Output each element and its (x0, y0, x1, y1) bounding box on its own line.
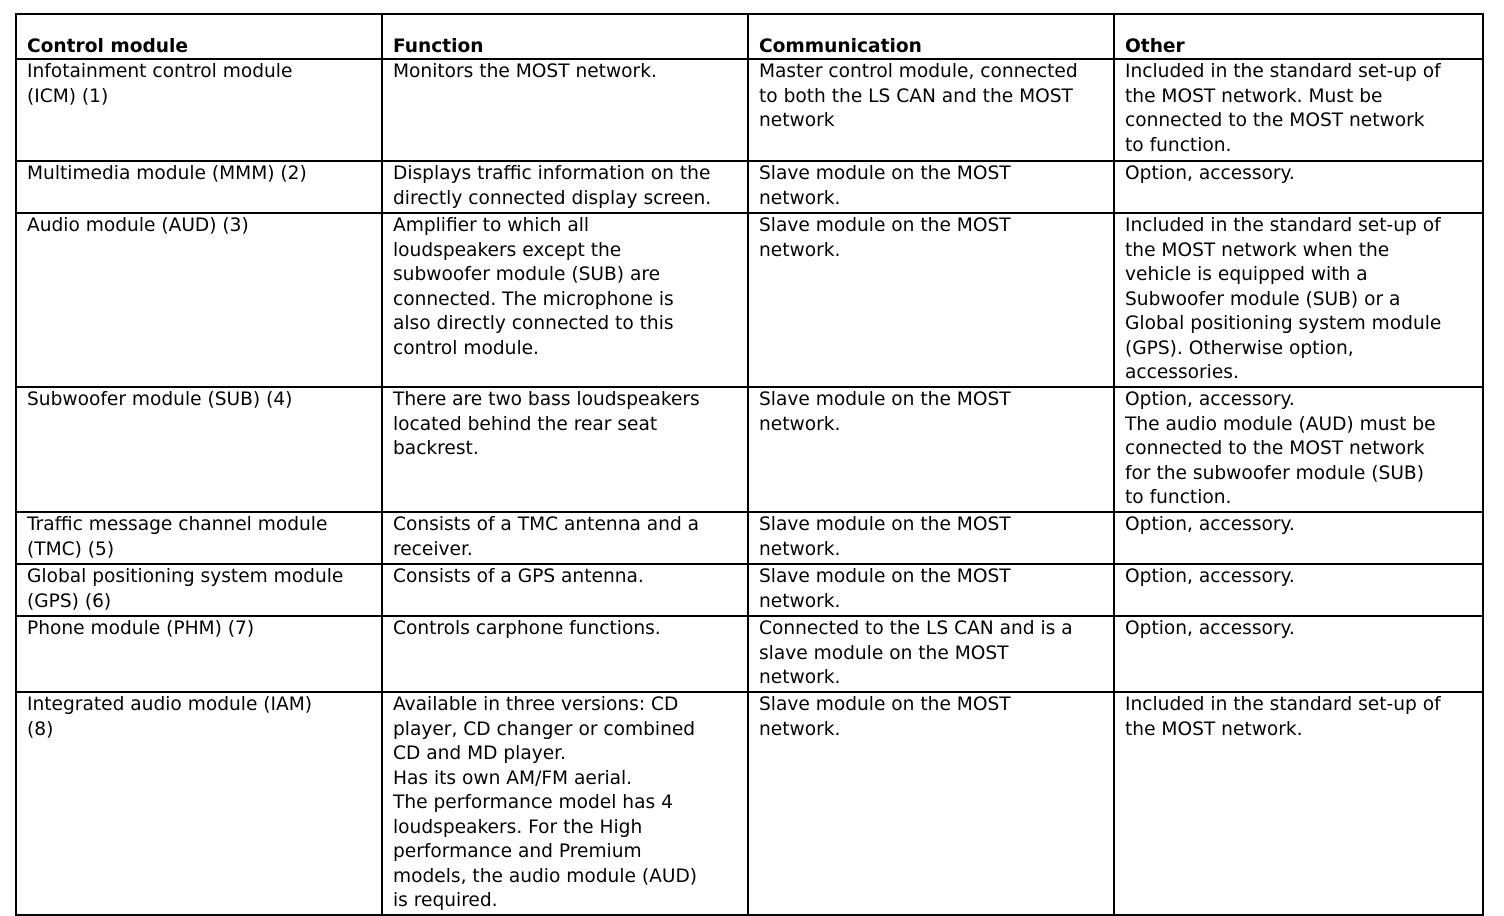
cell-line: Global positioning system module (1125, 313, 1442, 334)
cell-communication (748, 387, 1114, 512)
table-row (16, 161, 1483, 213)
cell-line: Master control module, connected (759, 61, 1078, 82)
cell-line: Has its own AM/FM aerial. (393, 767, 633, 789)
cell-control-module (16, 616, 382, 692)
cell-line: connected to the MOST network (1125, 438, 1425, 459)
cell-other (1114, 59, 1483, 161)
cell-function (382, 564, 748, 616)
cell-line: Option, accessory. (1125, 566, 1295, 587)
cell-line: Controls carphone functions. (393, 618, 661, 639)
cell-other (1114, 213, 1483, 387)
cell-line: Integrated audio module (IAM) (27, 694, 313, 715)
cell-line: Displays traffic information on the (393, 163, 711, 184)
cell-line: network. (759, 538, 841, 560)
table-row (16, 692, 1483, 915)
cell-other (1114, 161, 1483, 213)
cell-line: subwoofer module (SUB) are (393, 264, 661, 285)
cell-line: Slave module on the MOST (759, 514, 1011, 535)
cell-line: (8) (27, 718, 54, 740)
cell-line: The audio module (AUD) must be (1125, 413, 1436, 435)
cell-line: located behind the rear seat (393, 413, 658, 435)
header-communication: Communication (748, 14, 1114, 59)
cell-line: models, the audio module (AUD) (393, 865, 698, 887)
table-row (16, 387, 1483, 512)
cell-line: also directly connected to this (393, 313, 674, 334)
cell-line: Available in three versions: CD (393, 694, 679, 715)
cell-line: directly connected display screen. (393, 187, 712, 209)
cell-line: receiver. (393, 538, 473, 560)
cell-line: connected to the MOST network (1125, 110, 1425, 131)
cell-function (382, 161, 748, 213)
cell-function (382, 387, 748, 512)
cell-other (1114, 387, 1483, 512)
cell-communication (748, 213, 1114, 387)
cell-line: Option, accessory. (1125, 163, 1295, 184)
cell-line: Consists of a TMC antenna and a (393, 514, 700, 535)
cell-function (382, 692, 748, 915)
cell-line: accessories. (1125, 362, 1239, 383)
cell-line: network. (759, 718, 841, 740)
cell-communication (748, 692, 1114, 915)
cell-line: (GPS) (6) (27, 590, 112, 612)
cell-line: Option, accessory. (1125, 514, 1295, 535)
cell-line: Connected to the LS CAN and is a (759, 618, 1073, 639)
cell-function (382, 59, 748, 161)
cell-communication (748, 161, 1114, 213)
table-row (16, 616, 1483, 692)
cell-control-module (16, 692, 382, 915)
cell-line: Slave module on the MOST (759, 215, 1011, 236)
cell-line: Global positioning system module (27, 566, 344, 587)
cell-function (382, 616, 748, 692)
cell-line: for the subwoofer module (SUB) (1125, 462, 1424, 484)
cell-line: Amplifier to which all (393, 215, 590, 236)
cell-line: Slave module on the MOST (759, 566, 1011, 587)
cell-control-module (16, 59, 382, 161)
cell-line: Infotainment control module (27, 61, 293, 82)
cell-line: loudspeakers except the (393, 239, 622, 261)
header-control-module: Control module (16, 14, 382, 59)
cell-control-module (16, 512, 382, 564)
table-row (16, 564, 1483, 616)
cell-other (1114, 692, 1483, 915)
cell-line: network. (759, 590, 841, 612)
cell-communication (748, 616, 1114, 692)
cell-line: Multimedia module (MMM) (2) (27, 163, 307, 184)
cell-line: network. (759, 413, 841, 435)
cell-line: Monitors the MOST network. (393, 61, 657, 82)
cell-line: vehicle is equipped with a (1125, 264, 1368, 285)
header-function: Function (382, 14, 748, 59)
cell-line: network. (759, 239, 841, 261)
cell-line: network (759, 110, 835, 131)
cell-line: CD and MD player. (393, 743, 567, 764)
cell-line: Slave module on the MOST (759, 694, 1011, 715)
cell-communication (748, 59, 1114, 161)
cell-line: Included in the standard set-up of (1125, 61, 1441, 82)
cell-line: network. (759, 667, 841, 688)
cell-line: to both the LS CAN and the MOST (759, 85, 1073, 107)
cell-line: Traffic message channel module (27, 514, 328, 535)
table-row (16, 213, 1483, 387)
cell-line: performance and Premium (393, 841, 642, 862)
cell-line: Audio module (AUD) (3) (27, 215, 249, 236)
cell-line: The performance model has 4 (393, 792, 673, 813)
cell-control-module (16, 213, 382, 387)
control-module-table (15, 13, 1484, 916)
table-row (16, 512, 1483, 564)
cell-line: is required. (393, 890, 498, 911)
cell-line: the MOST network. (1125, 718, 1303, 740)
cell-line: control module. (393, 337, 539, 359)
cell-line: Included in the standard set-up of (1125, 215, 1441, 236)
cell-line: There are two bass loudspeakers (393, 389, 700, 410)
cell-communication (748, 512, 1114, 564)
cell-other (1114, 616, 1483, 692)
cell-line: player, CD changer or combined (393, 718, 696, 740)
cell-control-module (16, 161, 382, 213)
cell-line: Option, accessory. (1125, 389, 1295, 410)
cell-line: Subwoofer module (SUB) or a (1125, 288, 1401, 310)
table-row (16, 59, 1483, 161)
cell-line: connected. The microphone is (393, 288, 674, 310)
cell-line: the MOST network when the (1125, 239, 1390, 261)
cell-line: the MOST network. Must be (1125, 85, 1383, 107)
cell-control-module (16, 564, 382, 616)
cell-line: (ICM) (1) (27, 85, 109, 107)
cell-line: network. (759, 187, 841, 209)
cell-line: Option, accessory. (1125, 618, 1295, 639)
cell-other (1114, 512, 1483, 564)
cell-line: Slave module on the MOST (759, 389, 1011, 410)
cell-function (382, 213, 748, 387)
header-row (16, 14, 1483, 59)
cell-communication (748, 564, 1114, 616)
table-body (16, 59, 1483, 915)
cell-line: Included in the standard set-up of (1125, 694, 1441, 715)
cell-function (382, 512, 748, 564)
cell-line: Slave module on the MOST (759, 163, 1011, 184)
cell-line: Consists of a GPS antenna. (393, 566, 644, 587)
cell-line: to function. (1125, 487, 1232, 508)
cell-line: to function. (1125, 134, 1232, 156)
header-other: Other (1114, 14, 1483, 59)
cell-line: (TMC) (5) (27, 538, 115, 560)
cell-control-module (16, 387, 382, 512)
table-header (16, 14, 1483, 59)
cell-other (1114, 564, 1483, 616)
cell-line: (GPS). Otherwise option, (1125, 337, 1354, 359)
cell-line: loudspeakers. For the High (393, 816, 643, 838)
cell-line: backrest. (393, 438, 479, 459)
cell-line: Phone module (PHM) (7) (27, 618, 255, 639)
cell-line: slave module on the MOST (759, 642, 1009, 664)
cell-line: Subwoofer module (SUB) (4) (27, 389, 293, 410)
